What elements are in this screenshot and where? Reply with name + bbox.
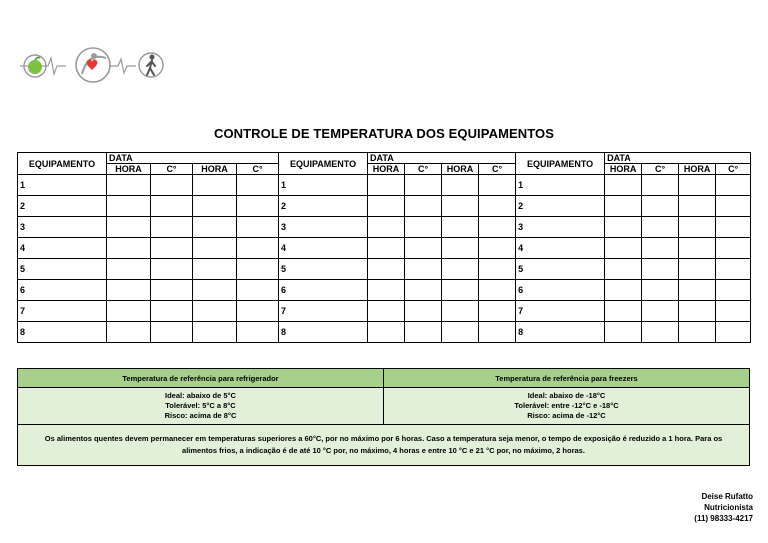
temp-cell[interactable]: [716, 196, 751, 217]
temp-cell[interactable]: [151, 196, 193, 217]
row-number: 8: [18, 322, 107, 343]
row-number: 7: [279, 301, 368, 322]
row-number: 8: [279, 322, 368, 343]
temp-cell[interactable]: [237, 175, 279, 196]
time-cell[interactable]: [368, 259, 405, 280]
temp-cell[interactable]: [237, 196, 279, 217]
refrigerator-risk: Risco: acima de 8°C: [164, 411, 237, 420]
temp-cell[interactable]: [479, 301, 516, 322]
row-number: 4: [516, 238, 605, 259]
temp-cell[interactable]: [479, 238, 516, 259]
time-cell[interactable]: [107, 238, 151, 259]
time-cell[interactable]: [442, 238, 479, 259]
table-row: [18, 301, 751, 322]
time-cell[interactable]: [679, 280, 716, 301]
temp-cell[interactable]: [405, 196, 442, 217]
temp-cell[interactable]: [237, 301, 279, 322]
signature-role: Nutricionista: [704, 503, 753, 512]
temp-cell[interactable]: [479, 259, 516, 280]
time-cell[interactable]: [193, 196, 237, 217]
time-cell[interactable]: [193, 280, 237, 301]
refrigerator-reference-values: [18, 388, 384, 425]
temp-cell[interactable]: [642, 280, 679, 301]
time-cell[interactable]: [442, 322, 479, 343]
temp-cell[interactable]: [716, 217, 751, 238]
time-cell[interactable]: [368, 301, 405, 322]
row-number: 7: [516, 301, 605, 322]
temp-cell[interactable]: [237, 259, 279, 280]
row-number: 6: [516, 280, 605, 301]
time-cell[interactable]: [107, 175, 151, 196]
row-number: 2: [279, 196, 368, 217]
temp-cell[interactable]: [151, 175, 193, 196]
table-row: [18, 259, 751, 280]
time-header: HORA: [193, 164, 237, 175]
equipment-header: EQUIPAMENTO: [516, 153, 605, 175]
temperature-log-table: [17, 152, 751, 343]
temp-cell[interactable]: [716, 280, 751, 301]
time-cell[interactable]: [368, 280, 405, 301]
log-rows: [18, 175, 751, 343]
temp-cell[interactable]: [405, 238, 442, 259]
row-number: 5: [516, 259, 605, 280]
temp-header: C°: [151, 164, 193, 175]
freezer-reference-heading: Temperatura de referência para freezers: [384, 369, 750, 388]
temp-cell[interactable]: [642, 175, 679, 196]
temp-cell[interactable]: [151, 238, 193, 259]
time-cell[interactable]: [193, 238, 237, 259]
table-row: [18, 238, 751, 259]
time-cell[interactable]: [442, 259, 479, 280]
time-cell[interactable]: [368, 322, 405, 343]
date-header: DATA: [107, 153, 279, 164]
temp-header: C°: [405, 164, 442, 175]
temp-cell[interactable]: [642, 322, 679, 343]
table-row: [18, 217, 751, 238]
row-number: 2: [18, 196, 107, 217]
time-cell[interactable]: [193, 322, 237, 343]
temp-cell[interactable]: [716, 238, 751, 259]
signature-name: Deise Rufatto: [701, 492, 753, 501]
temp-cell[interactable]: [716, 301, 751, 322]
date-header: DATA: [605, 153, 751, 164]
time-cell[interactable]: [107, 196, 151, 217]
temp-cell[interactable]: [642, 238, 679, 259]
temp-cell[interactable]: [405, 175, 442, 196]
time-cell[interactable]: [679, 322, 716, 343]
time-cell[interactable]: [442, 196, 479, 217]
time-cell[interactable]: [107, 259, 151, 280]
time-header: HORA: [605, 164, 642, 175]
time-header: HORA: [442, 164, 479, 175]
time-cell[interactable]: [193, 301, 237, 322]
equipment-header: EQUIPAMENTO: [279, 153, 368, 175]
temp-cell[interactable]: [479, 280, 516, 301]
reference-table: [17, 368, 750, 466]
table-row: [18, 175, 751, 196]
row-number: 3: [516, 217, 605, 238]
temp-header: C°: [237, 164, 279, 175]
time-cell[interactable]: [679, 238, 716, 259]
row-number: 2: [516, 196, 605, 217]
time-cell[interactable]: [679, 196, 716, 217]
row-number: 7: [18, 301, 107, 322]
temp-cell[interactable]: [405, 217, 442, 238]
temp-cell[interactable]: [716, 175, 751, 196]
temp-cell[interactable]: [237, 280, 279, 301]
temp-cell[interactable]: [716, 322, 751, 343]
temp-cell[interactable]: [237, 322, 279, 343]
row-number: 4: [279, 238, 368, 259]
time-cell[interactable]: [605, 259, 642, 280]
page-title: CONTROLE DE TEMPERATURA DOS EQUIPAMENTOS: [213, 126, 555, 141]
time-cell[interactable]: [605, 322, 642, 343]
time-cell[interactable]: [368, 217, 405, 238]
time-cell[interactable]: [679, 175, 716, 196]
row-number: 1: [279, 175, 368, 196]
time-cell[interactable]: [442, 175, 479, 196]
time-cell[interactable]: [605, 238, 642, 259]
date-header: DATA: [368, 153, 516, 164]
row-number: 6: [18, 280, 107, 301]
freezer-ideal: Ideal: abaixo de -18°C: [527, 391, 606, 400]
row-number: 8: [516, 322, 605, 343]
food-temperature-note: Os alimentos quentes devem permanecer em temperaturas superiores a 60°C, por no máximo por 6 horas. Caso a temperatura seja menor, o tempo de exposição é reduzido a 1 hora. Para os alimentos frios, a indicação é de até 10 °C por, no máximo, 4 horas e entre 10 °C e 21 °C por, no máximo, 2 horas.: [18, 425, 750, 466]
temp-cell[interactable]: [642, 217, 679, 238]
temp-cell[interactable]: [479, 196, 516, 217]
table-row: [18, 280, 751, 301]
equipment-header: EQUIPAMENTO: [18, 153, 107, 175]
time-cell[interactable]: [679, 217, 716, 238]
temp-header: C°: [479, 164, 516, 175]
table-row: [18, 322, 751, 343]
time-cell[interactable]: [368, 175, 405, 196]
time-cell[interactable]: [193, 259, 237, 280]
row-number: 4: [18, 238, 107, 259]
temp-header: C°: [716, 164, 751, 175]
temp-cell[interactable]: [642, 196, 679, 217]
temp-cell[interactable]: [405, 301, 442, 322]
temp-cell[interactable]: [237, 217, 279, 238]
time-cell[interactable]: [107, 217, 151, 238]
temp-cell[interactable]: [151, 217, 193, 238]
temp-header: C°: [642, 164, 679, 175]
time-cell[interactable]: [605, 196, 642, 217]
temp-cell[interactable]: [151, 301, 193, 322]
time-cell[interactable]: [193, 217, 237, 238]
temp-cell[interactable]: [716, 259, 751, 280]
row-number: 3: [18, 217, 107, 238]
freezer-reference-values: [384, 388, 750, 425]
time-cell[interactable]: [605, 175, 642, 196]
refrigerator-tolerable: Tolerável: 5°C a 8°C: [165, 401, 236, 410]
freezer-tolerable: Tolerável: entre -12°C e -18°C: [514, 401, 619, 410]
signature-phone: (11) 98333-4217: [694, 514, 753, 523]
row-number: 5: [279, 259, 368, 280]
time-header: HORA: [107, 164, 151, 175]
row-number: 5: [18, 259, 107, 280]
temp-cell[interactable]: [479, 322, 516, 343]
temp-cell[interactable]: [151, 259, 193, 280]
row-number: 1: [516, 175, 605, 196]
time-cell[interactable]: [679, 301, 716, 322]
nutrition-logo: [18, 44, 170, 84]
time-cell[interactable]: [605, 217, 642, 238]
signature-block: [694, 491, 753, 524]
refrigerator-reference-heading: Temperatura de referência para refrigerador: [18, 369, 384, 388]
temp-cell[interactable]: [237, 238, 279, 259]
row-number: 6: [279, 280, 368, 301]
temp-cell[interactable]: [642, 259, 679, 280]
time-cell[interactable]: [679, 259, 716, 280]
row-number: 1: [18, 175, 107, 196]
time-cell[interactable]: [107, 322, 151, 343]
time-cell[interactable]: [368, 238, 405, 259]
time-cell[interactable]: [442, 280, 479, 301]
apple-icon: [28, 60, 42, 74]
temp-cell[interactable]: [479, 217, 516, 238]
time-cell[interactable]: [442, 217, 479, 238]
time-cell[interactable]: [368, 196, 405, 217]
temp-cell[interactable]: [405, 259, 442, 280]
freezer-risk: Risco: acima de -12°C: [527, 411, 606, 420]
time-cell[interactable]: [605, 280, 642, 301]
temp-cell[interactable]: [405, 322, 442, 343]
temp-cell[interactable]: [151, 322, 193, 343]
time-cell[interactable]: [442, 301, 479, 322]
time-header: HORA: [368, 164, 405, 175]
refrigerator-ideal: Ideal: abaixo de 5°C: [165, 391, 236, 400]
temp-cell[interactable]: [405, 280, 442, 301]
temp-cell[interactable]: [151, 280, 193, 301]
time-cell[interactable]: [605, 301, 642, 322]
temp-cell[interactable]: [479, 175, 516, 196]
time-cell[interactable]: [193, 175, 237, 196]
row-number: 3: [279, 217, 368, 238]
time-cell[interactable]: [107, 301, 151, 322]
table-row: [18, 196, 751, 217]
time-header: HORA: [679, 164, 716, 175]
temp-cell[interactable]: [642, 301, 679, 322]
time-cell[interactable]: [107, 280, 151, 301]
